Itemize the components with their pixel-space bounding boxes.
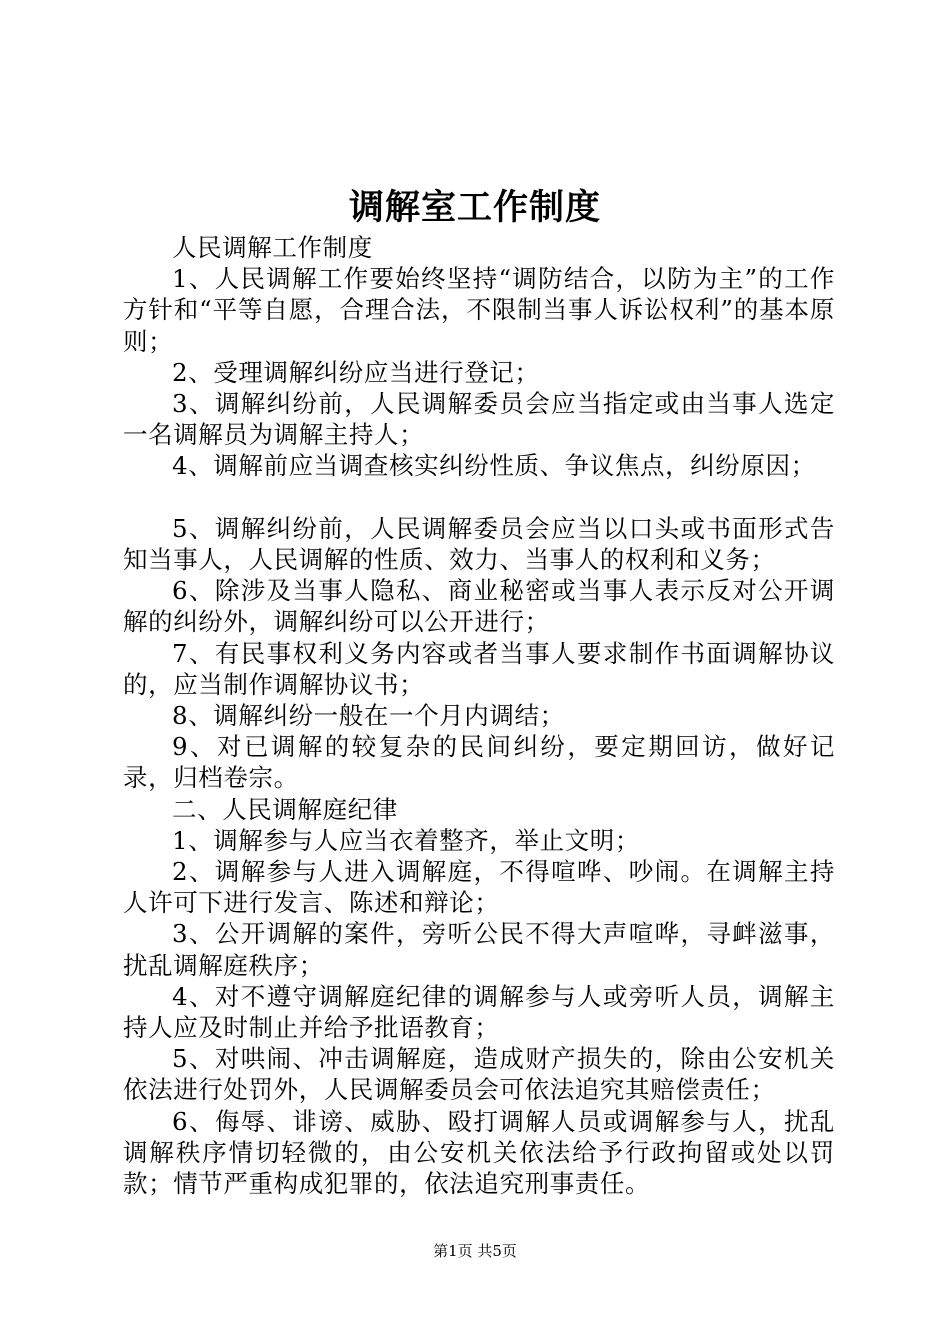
rule-item: 1、人民调解工作要始终坚持“调防结合，以防为主”的工作方针和“平等自愿，合理合法，不限制当事人诉讼权利”的基本原则； (123, 264, 835, 356)
rule-item: 3、调解纠纷前，人民调解委员会应当指定或由当事人选定一名调解员为调解主持人； (123, 389, 835, 450)
discipline-item: 4、对不遵守调解庭纪律的调解参与人或旁听人员，调解主持人应及时制止并给予批语教育； (123, 981, 835, 1043)
rule-item: 5、调解纠纷前，人民调解委员会应当以口头或书面形式告知当事人，人民调解的性质、效力、当事人的权利和义务； (123, 513, 835, 575)
page-number-footer: 第1页 共5页 (433, 1242, 517, 1260)
section-heading: 人民调解工作制度 (172, 233, 373, 262)
document-body (123, 232, 835, 1199)
rule-item: 6、除涉及当事人隐私、商业秘密或当事人表示反对公开调解的纠纷外，调解纠纷可以公开进行； (123, 576, 835, 637)
discipline-item: 5、对哄闹、冲击调解庭，造成财产损失的，除由公安机关依法进行处罚外，人民调解委员会可依法追究其赔偿责任； (123, 1044, 835, 1105)
discipline-item: 6、侮辱、诽谤、威胁、殴打调解人员或调解参与人，扰乱调解秩序情切轻微的，由公安机关依法给予行政拘留或处以罚款；情节严重构成犯罪的，依法追究刑事责任。 (123, 1106, 835, 1199)
document-title: 调解室工作制度 (348, 187, 601, 228)
rule-item: 2、受理调解纠纷应当进行登记； (172, 357, 540, 387)
blank-line (123, 482, 835, 513)
section-heading: 二、人民调解庭纪律 (172, 794, 398, 824)
rule-item: 7、有民事权利义务内容或者当事人要求制作书面调解协议的，应当制作调解协议书； (123, 638, 835, 699)
rule-item: 8、调解纠纷一般在一个月内调结； (172, 701, 565, 731)
discipline-item: 1、调解参与人应当衣着整齐，举止文明； (172, 825, 640, 855)
discipline-item: 2、调解参与人进入调解庭，不得喧哗、吵闹。在调解主持人许可下进行发言、陈述和辩论； (123, 857, 835, 918)
rule-item: 4、调解前应当调查核实纠纷性质、争议焦点，纠纷原因； (172, 451, 816, 481)
discipline-item: 3、公开调解的案件，旁听公民不得大声喧哗，寻衅滋事，扰乱调解庭秩序； (123, 919, 835, 980)
rule-item: 9、对已调解的较复杂的民间纠纷，要定期回访，做好记录，归档卷宗。 (123, 732, 835, 793)
